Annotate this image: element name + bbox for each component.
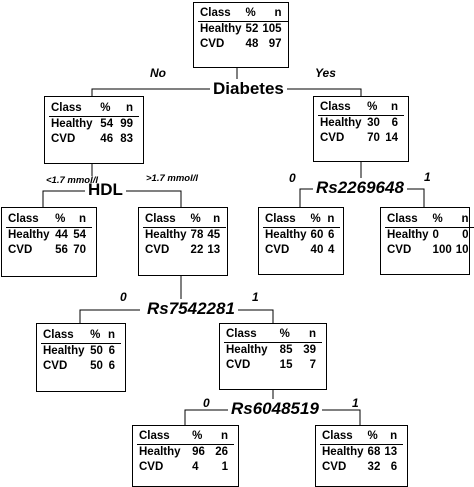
header-class: Class bbox=[263, 212, 309, 228]
edge-hdl-low bbox=[43, 191, 88, 207]
n-healthy: 6 bbox=[391, 117, 398, 129]
header-class: Class bbox=[49, 101, 98, 117]
n-cvd: 6 bbox=[108, 360, 115, 372]
node-no-diabetes bbox=[44, 96, 144, 164]
header-pct: % bbox=[244, 6, 261, 22]
class-cvd: CVD bbox=[51, 133, 76, 145]
edge-label-hdl-high: >1.7 mmol/l bbox=[146, 173, 199, 184]
pct-cvd: 56 bbox=[55, 244, 68, 256]
class-cvd: CVD bbox=[226, 359, 251, 371]
node-rs7542281-1 bbox=[219, 323, 327, 390]
header-n: n bbox=[205, 212, 226, 228]
n-healthy: 39 bbox=[303, 344, 316, 356]
class-healthy: Healthy bbox=[145, 229, 187, 241]
header-n: n bbox=[297, 327, 322, 343]
header-pct: % bbox=[53, 212, 70, 228]
n-healthy: 54 bbox=[73, 229, 86, 241]
n-cvd: 97 bbox=[268, 38, 282, 50]
n-healthy: 105 bbox=[262, 23, 282, 35]
pct-healthy: 54 bbox=[100, 118, 114, 130]
class-healthy: Healthy bbox=[8, 229, 50, 241]
header-n: n bbox=[454, 212, 474, 228]
n-cvd: 13 bbox=[207, 244, 221, 256]
header-pct: % bbox=[98, 101, 116, 117]
split-rs2269648: Rs2269648 bbox=[313, 178, 407, 198]
edge-label-rs6048519-0: 0 bbox=[203, 396, 210, 410]
n-cvd: 7 bbox=[309, 359, 316, 371]
pct-healthy: 85 bbox=[279, 344, 293, 356]
class-healthy: Healthy bbox=[387, 229, 429, 241]
header-class: Class bbox=[198, 6, 244, 22]
edge-rs7542-0 bbox=[80, 310, 140, 323]
edge-diabetes-no bbox=[92, 89, 215, 96]
class-cvd: CVD bbox=[145, 244, 170, 256]
header-class: Class bbox=[318, 100, 365, 116]
header-pct: % bbox=[189, 212, 206, 228]
class-healthy: Healthy bbox=[139, 446, 181, 458]
edge-label-diabetes-no: No bbox=[150, 66, 166, 80]
header-class: Class bbox=[137, 429, 190, 445]
n-healthy: 99 bbox=[120, 118, 133, 130]
class-cvd: CVD bbox=[200, 38, 225, 50]
header-class: Class bbox=[41, 328, 88, 344]
header-pct: % bbox=[431, 212, 454, 228]
n-cvd: 10 bbox=[455, 244, 469, 256]
class-cvd: CVD bbox=[322, 461, 347, 473]
class-cvd: CVD bbox=[387, 244, 412, 256]
node-hdl-low bbox=[1, 207, 97, 277]
class-healthy: Healthy bbox=[265, 229, 307, 241]
edge-label-diabetes-yes: Yes bbox=[315, 66, 336, 80]
header-n: n bbox=[70, 212, 92, 228]
edge-hdl-high bbox=[124, 191, 181, 207]
header-class: Class bbox=[385, 212, 431, 228]
n-healthy: 13 bbox=[384, 446, 398, 458]
class-cvd: CVD bbox=[8, 244, 33, 256]
edge-label-rs2269648-1: 1 bbox=[424, 170, 431, 184]
pct-healthy: 30 bbox=[367, 117, 380, 129]
class-cvd: CVD bbox=[320, 132, 345, 144]
pct-cvd: 15 bbox=[279, 359, 293, 371]
edge-label-hdl-low: <1.7 mmol/l bbox=[46, 175, 99, 186]
header-n: n bbox=[260, 6, 287, 22]
pct-healthy: 96 bbox=[192, 446, 205, 458]
header-class: Class bbox=[320, 429, 366, 445]
n-cvd: 4 bbox=[327, 244, 335, 256]
node-rs6048519-1 bbox=[315, 425, 408, 487]
pct-cvd: 4 bbox=[192, 461, 199, 473]
n-cvd: 83 bbox=[120, 133, 133, 145]
header-pct: % bbox=[190, 429, 210, 445]
split-rs7542281: Rs7542281 bbox=[144, 299, 238, 319]
n-cvd: 14 bbox=[385, 132, 398, 144]
n-healthy: 0 bbox=[462, 229, 469, 241]
class-healthy: Healthy bbox=[51, 118, 93, 130]
node-rs2269648-0 bbox=[258, 207, 344, 275]
edge-rs7542-1 bbox=[234, 310, 273, 323]
edge-rs2269-1 bbox=[405, 189, 424, 207]
pct-healthy: 0 bbox=[432, 229, 439, 241]
n-healthy: 6 bbox=[327, 229, 335, 241]
pct-healthy: 68 bbox=[367, 446, 381, 458]
n-cvd: 1 bbox=[221, 461, 228, 473]
n-healthy: 26 bbox=[215, 446, 228, 458]
edge-label-rs7542281-1: 1 bbox=[252, 290, 259, 304]
pct-healthy: 60 bbox=[310, 229, 324, 241]
pct-healthy: 78 bbox=[190, 229, 204, 241]
edge-label-rs7542281-0: 0 bbox=[120, 290, 127, 304]
header-n: n bbox=[116, 101, 139, 117]
header-pct: % bbox=[278, 327, 298, 343]
node-hdl-high bbox=[138, 207, 228, 276]
header-n: n bbox=[382, 429, 403, 445]
n-cvd: 70 bbox=[73, 244, 86, 256]
header-n: n bbox=[210, 429, 234, 445]
pct-cvd: 50 bbox=[90, 360, 103, 372]
class-healthy: Healthy bbox=[226, 344, 268, 356]
node-rs7542281-0 bbox=[36, 323, 126, 392]
header-n: n bbox=[325, 212, 340, 228]
split-diabetes: Diabetes bbox=[210, 79, 287, 99]
pct-healthy: 52 bbox=[245, 23, 259, 35]
header-class: Class bbox=[143, 212, 189, 228]
node-rs2269648-1 bbox=[380, 207, 470, 275]
pct-healthy: 50 bbox=[90, 345, 103, 357]
header-pct: % bbox=[366, 429, 383, 445]
n-healthy: 6 bbox=[108, 345, 115, 357]
pct-cvd: 46 bbox=[100, 133, 114, 145]
class-healthy: Healthy bbox=[320, 117, 362, 129]
header-class: Class bbox=[6, 212, 53, 228]
header-pct: % bbox=[88, 328, 105, 344]
class-cvd: CVD bbox=[265, 244, 290, 256]
class-cvd: CVD bbox=[43, 360, 68, 372]
pct-healthy: 44 bbox=[55, 229, 68, 241]
pct-cvd: 48 bbox=[245, 38, 259, 50]
edge-rs6048-1 bbox=[318, 410, 360, 425]
pct-cvd: 22 bbox=[190, 244, 204, 256]
header-pct: % bbox=[309, 212, 326, 228]
header-pct: % bbox=[365, 100, 382, 116]
node-yes-diabetes bbox=[313, 96, 409, 162]
node-root bbox=[193, 2, 289, 68]
n-cvd: 6 bbox=[390, 461, 398, 473]
pct-cvd: 40 bbox=[310, 244, 324, 256]
class-healthy: Healthy bbox=[200, 23, 242, 35]
edge-rs6048-0 bbox=[185, 410, 228, 425]
pct-cvd: 70 bbox=[367, 132, 380, 144]
header-n: n bbox=[105, 328, 121, 344]
class-healthy: Healthy bbox=[43, 345, 85, 357]
header-class: Class bbox=[224, 327, 278, 343]
edge-label-rs2269648-0: 0 bbox=[289, 171, 296, 185]
class-cvd: CVD bbox=[139, 461, 164, 473]
edge-label-rs6048519-1: 1 bbox=[352, 396, 359, 410]
class-healthy: Healthy bbox=[322, 446, 364, 458]
node-rs6048519-0 bbox=[132, 425, 239, 487]
header-n: n bbox=[382, 100, 404, 116]
split-rs6048519: Rs6048519 bbox=[228, 399, 322, 419]
pct-cvd: 100 bbox=[432, 244, 452, 256]
split-hdl: HDL bbox=[85, 180, 126, 200]
pct-cvd: 32 bbox=[367, 461, 381, 473]
n-healthy: 45 bbox=[207, 229, 221, 241]
